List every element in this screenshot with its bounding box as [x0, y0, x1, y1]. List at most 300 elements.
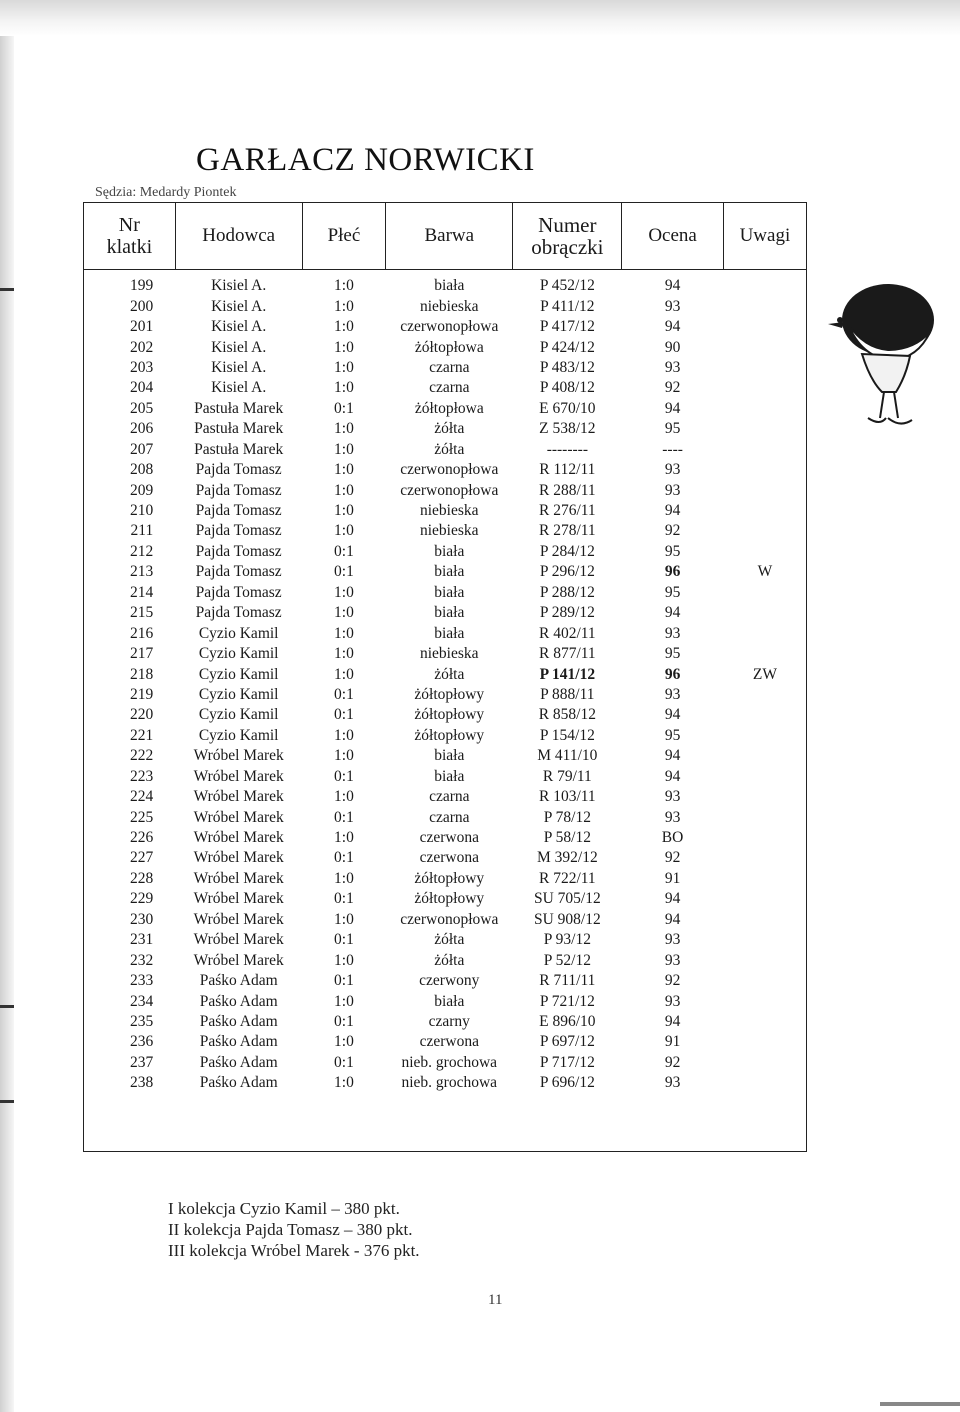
cell-hodowca: Pastuła Marek [194, 399, 284, 417]
cell-hodowca: Cyzio Kamil [198, 706, 279, 724]
cell-hodowca: Kisiel A. [211, 318, 267, 336]
cell-numer: R 877/11 [538, 645, 596, 663]
table-body [84, 270, 807, 1094]
cell-plec: 1:0 [334, 829, 354, 847]
cell-numer: R 402/11 [538, 624, 596, 642]
cell-ocena: 92 [664, 379, 681, 397]
header-barwa: Barwa [386, 203, 513, 270]
cell-uwagi [723, 828, 806, 848]
table-row [84, 399, 807, 419]
cell-ocena: 94 [664, 890, 681, 908]
cell-ocena: 93 [664, 358, 681, 376]
cell-barwa: czerwonopłowa [400, 910, 499, 928]
header-uwagi: Uwagi [723, 203, 806, 270]
table-row [84, 910, 807, 930]
cell-ocena: 94 [664, 502, 681, 520]
cell-hodowca: Pastuła Marek [194, 440, 284, 458]
cell-hodowca: Paśko Adam [199, 1074, 278, 1092]
cell-plec: 0:1 [334, 399, 354, 417]
cell-hodowca: Paśko Adam [199, 1053, 278, 1071]
cell-barwa: nieb. grochowa [401, 1074, 498, 1092]
table-row [84, 726, 807, 746]
cell-hodowca: Pajda Tomasz [195, 563, 282, 581]
cell-hodowca: Wróbel Marek [193, 910, 284, 928]
cell-numer: P 52/12 [543, 951, 591, 969]
cell-plec: 0:1 [334, 1053, 354, 1071]
cell-uwagi [723, 583, 806, 603]
collection-line-2: II kolekcja Pajda Tomasz – 380 pkt. [168, 1220, 413, 1239]
cell-numer: P 452/12 [539, 277, 595, 295]
cell-nr: 238 [129, 1074, 154, 1092]
cell-uwagi [723, 521, 806, 541]
cell-plec: 0:1 [334, 972, 354, 990]
page-title: GARŁACZ NORWICKI [196, 142, 535, 178]
cell-numer: P 411/12 [540, 297, 595, 315]
cell-barwa: żółta [434, 665, 465, 683]
cell-plec: 1:0 [334, 502, 354, 520]
cell-ocena: 95 [664, 420, 681, 438]
table-row [84, 270, 807, 297]
cell-ocena: 95 [664, 645, 681, 663]
cell-hodowca: Cyzio Kamil [198, 685, 279, 703]
cell-numer: P 289/12 [539, 604, 595, 622]
table-row [84, 358, 807, 378]
cell-numer: P 424/12 [539, 338, 595, 356]
cell-ocena: 93 [664, 685, 681, 703]
cell-ocena: 93 [664, 1074, 681, 1092]
cell-plec: 0:1 [334, 1012, 354, 1030]
table-row [84, 767, 807, 787]
table-row [84, 1032, 807, 1052]
cell-nr: 214 [129, 583, 154, 601]
cell-plec: 1:0 [334, 461, 354, 479]
cell-ocena: 94 [664, 399, 681, 417]
cell-ocena: 93 [664, 951, 681, 969]
cell-barwa: czerwonopłowa [400, 481, 499, 499]
cell-barwa: biała [434, 624, 465, 642]
cell-uwagi [723, 685, 806, 705]
cell-hodowca: Wróbel Marek [193, 890, 284, 908]
table-row [84, 460, 807, 480]
cell-barwa: żółta [434, 931, 465, 949]
cell-numer: P 483/12 [539, 358, 595, 376]
cell-nr: 219 [129, 685, 154, 703]
cell-hodowca: Pajda Tomasz [195, 461, 282, 479]
cell-hodowca: Pajda Tomasz [195, 522, 282, 540]
cell-plec: 1:0 [334, 992, 354, 1010]
cell-nr: 205 [129, 399, 154, 417]
cell-ocena: 95 [664, 726, 681, 744]
table-header-row [84, 203, 807, 270]
binder-mark [0, 288, 14, 291]
cell-plec: 1:0 [334, 604, 354, 622]
cell-plec: 1:0 [334, 665, 354, 683]
table-row [84, 419, 807, 439]
cell-uwagi [723, 501, 806, 521]
cell-ocena: 94 [664, 604, 681, 622]
cell-hodowca: Pajda Tomasz [195, 542, 282, 560]
cell-ocena: 93 [664, 461, 681, 479]
scan-edge-left [0, 36, 14, 1412]
cell-barwa: czarny [428, 1012, 470, 1030]
cell-nr: 203 [129, 358, 154, 376]
cell-nr: 229 [129, 890, 154, 908]
cell-numer: R 278/11 [538, 522, 596, 540]
cell-plec: 1:0 [334, 869, 354, 887]
cell-ocena: 92 [664, 849, 681, 867]
cell-numer: R 276/11 [538, 502, 596, 520]
table-row [84, 501, 807, 521]
cell-nr: 226 [129, 829, 154, 847]
cell-ocena: 93 [664, 297, 681, 315]
pouter-pigeon-icon [822, 280, 950, 440]
table-row [84, 562, 807, 582]
cell-uwagi [723, 1012, 806, 1032]
cell-nr: 236 [129, 1033, 154, 1051]
cell-numer: R 711/11 [539, 972, 596, 990]
cell-nr: 223 [129, 767, 154, 785]
cell-ocena: 94 [664, 318, 681, 336]
cell-hodowca: Cyzio Kamil [198, 645, 279, 663]
cell-barwa: żółtopłowy [414, 726, 485, 744]
cell-numer: E 670/10 [539, 399, 596, 417]
cell-nr: 213 [129, 563, 154, 581]
table-row [84, 869, 807, 889]
table-row [84, 603, 807, 623]
cell-plec: 1:0 [334, 358, 354, 376]
cell-plec: 1:0 [334, 951, 354, 969]
cell-ocena: 94 [664, 1012, 681, 1030]
cell-numer: SU 705/12 [533, 890, 601, 908]
cell-ocena: 91 [664, 1033, 681, 1051]
cell-uwagi [723, 317, 806, 337]
cell-nr: 235 [129, 1012, 154, 1030]
cell-ocena: 92 [664, 1053, 681, 1071]
table-row [84, 705, 807, 725]
cell-ocena: 95 [664, 583, 681, 601]
table-row [84, 644, 807, 664]
cell-uwagi [723, 603, 806, 623]
cell-nr: 202 [129, 338, 154, 356]
cell-nr: 233 [129, 972, 154, 990]
table-row [84, 623, 807, 643]
cell-numer: R 858/12 [538, 706, 596, 724]
cell-barwa: biała [434, 542, 465, 560]
cell-hodowca: Kisiel A. [211, 297, 267, 315]
cell-plec: 0:1 [334, 542, 354, 560]
cell-barwa: biała [434, 563, 465, 581]
cell-barwa: czerwony [419, 972, 480, 990]
table-row [84, 828, 807, 848]
cell-barwa: biała [434, 747, 465, 765]
table-row [84, 583, 807, 603]
cell-numer: E 896/10 [539, 1012, 596, 1030]
binder-mark [0, 1005, 14, 1008]
table-row [84, 930, 807, 950]
cell-plec: 0:1 [334, 890, 354, 908]
table-row [84, 542, 807, 562]
cell-barwa: biała [434, 277, 465, 295]
cell-ocena: 94 [664, 747, 681, 765]
cell-numer: R 79/11 [542, 767, 592, 785]
cell-barwa: czarna [429, 808, 470, 826]
table-row [84, 807, 807, 827]
cell-numer: M 392/12 [536, 849, 598, 867]
cell-hodowca: Wróbel Marek [193, 849, 284, 867]
cell-numer: P 888/11 [540, 685, 595, 703]
cell-nr: 217 [129, 645, 154, 663]
table-row [84, 950, 807, 970]
cell-uwagi [723, 399, 806, 419]
cell-barwa: niebieska [420, 502, 479, 520]
cell-uwagi [723, 270, 806, 297]
cell-plec: 0:1 [334, 563, 354, 581]
cell-nr: 215 [129, 604, 154, 622]
cell-uwagi: ZW [752, 665, 777, 683]
cell-barwa: czerwona [419, 1033, 479, 1051]
cell-plec: 1:0 [334, 297, 354, 315]
table-row [84, 889, 807, 909]
cell-hodowca: Paśko Adam [199, 1033, 278, 1051]
cell-plec: 1:0 [334, 277, 354, 295]
cell-numer: P 154/12 [539, 726, 595, 744]
cell-numer: P 141/12 [539, 665, 596, 683]
cell-nr: 212 [129, 542, 154, 560]
cell-nr: 208 [129, 461, 154, 479]
cell-barwa: żółtopłowa [414, 338, 484, 356]
cell-plec: 1:0 [334, 522, 354, 540]
cell-barwa: czarna [429, 788, 470, 806]
cell-barwa: nieb. grochowa [401, 1053, 498, 1071]
cell-uwagi [723, 1053, 806, 1073]
cell-nr: 211 [130, 522, 154, 540]
cell-plec: 1:0 [334, 440, 354, 458]
cell-hodowca: Kisiel A. [211, 338, 267, 356]
cell-uwagi [723, 869, 806, 889]
cell-numer: P 417/12 [539, 318, 595, 336]
cell-barwa: czarna [429, 358, 470, 376]
cell-hodowca: Wróbel Marek [193, 767, 284, 785]
header-plec: Płeć [302, 203, 386, 270]
cell-numer: R 112/11 [539, 461, 596, 479]
cell-uwagi [723, 910, 806, 930]
cell-nr: 222 [129, 747, 154, 765]
cell-barwa: czerwonopłowa [400, 318, 499, 336]
cell-plec: 0:1 [334, 706, 354, 724]
cell-ocena: 93 [664, 481, 681, 499]
cell-barwa: biała [434, 767, 465, 785]
cell-nr: 231 [129, 931, 154, 949]
cell-ocena: 93 [664, 808, 681, 826]
cell-plec: 1:0 [334, 1074, 354, 1092]
cell-hodowca: Wróbel Marek [193, 931, 284, 949]
scan-edge-top [0, 0, 960, 36]
header-hodowca: Hodowca [175, 203, 302, 270]
table-row [84, 664, 807, 684]
cell-hodowca: Pajda Tomasz [195, 481, 282, 499]
cell-numer: P 93/12 [543, 931, 591, 949]
table-row [84, 1053, 807, 1073]
table-row [84, 337, 807, 357]
cell-plec: 1:0 [334, 481, 354, 499]
cell-plec: 1:0 [334, 645, 354, 663]
cell-hodowca: Pajda Tomasz [195, 604, 282, 622]
cell-numer: P 284/12 [539, 542, 595, 560]
cell-uwagi [723, 807, 806, 827]
cell-hodowca: Cyzio Kamil [198, 624, 279, 642]
cell-barwa: niebieska [420, 297, 479, 315]
cell-barwa: żółtopłowy [414, 685, 485, 703]
cell-nr: 201 [129, 318, 154, 336]
cell-nr: 210 [129, 502, 154, 520]
table-row [84, 1073, 807, 1093]
cell-plec: 1:0 [334, 788, 354, 806]
cell-uwagi [723, 623, 806, 643]
cell-nr: 227 [129, 849, 154, 867]
table-row [84, 971, 807, 991]
cell-nr: 232 [129, 951, 154, 969]
cell-numer: R 103/11 [538, 788, 596, 806]
cell-uwagi [723, 726, 806, 746]
cell-uwagi [723, 296, 806, 316]
header-ocena: Ocena [622, 203, 724, 270]
cell-numer: P 696/12 [539, 1074, 595, 1092]
cell-numer: Z 538/12 [539, 420, 596, 438]
cell-uwagi [723, 991, 806, 1011]
cell-ocena: 92 [664, 522, 681, 540]
binder-mark [0, 1100, 14, 1103]
collection-line-3: III kolekcja Wróbel Marek - 376 pkt. [168, 1241, 420, 1260]
cell-barwa: czerwonopłowa [400, 461, 499, 479]
cell-ocena: 94 [664, 706, 681, 724]
cell-hodowca: Wróbel Marek [193, 808, 284, 826]
cell-plec: 1:0 [334, 1033, 354, 1051]
cell-barwa: czarna [429, 379, 470, 397]
cell-plec: 1:0 [334, 624, 354, 642]
cell-ocena: 94 [664, 767, 681, 785]
cell-uwagi [723, 480, 806, 500]
cell-ocena: 93 [664, 992, 681, 1010]
cell-nr: 207 [129, 440, 154, 458]
cell-barwa: żółta [434, 440, 465, 458]
cell-numer: -------- [546, 440, 588, 458]
cell-nr: 224 [129, 788, 154, 806]
cell-ocena: 93 [664, 624, 681, 642]
cell-numer: R 288/11 [538, 481, 596, 499]
cell-hodowca: Wróbel Marek [193, 788, 284, 806]
cell-hodowca: Wróbel Marek [193, 829, 284, 847]
results-table [83, 202, 807, 1094]
collection-line-1: I kolekcja Cyzio Kamil – 380 pkt. [168, 1199, 400, 1218]
cell-uwagi [723, 1073, 806, 1093]
cell-uwagi [723, 767, 806, 787]
cell-ocena: 96 [664, 665, 681, 683]
table-row [84, 296, 807, 316]
cell-uwagi [723, 419, 806, 439]
cell-ocena: 94 [664, 277, 681, 295]
page-number: 11 [488, 1292, 503, 1308]
table-row [84, 787, 807, 807]
cell-plec: 1:0 [334, 910, 354, 928]
cell-plec: 1:0 [334, 726, 354, 744]
cell-uwagi [723, 542, 806, 562]
cell-ocena: 90 [664, 338, 681, 356]
cell-hodowca: Paśko Adam [199, 992, 278, 1010]
cell-barwa: żółtopłowy [414, 869, 485, 887]
cell-barwa: żółtopłowy [414, 706, 485, 724]
header-numer: Numer obrączki [513, 203, 622, 270]
cell-plec: 0:1 [334, 931, 354, 949]
cell-hodowca: Kisiel A. [211, 277, 267, 295]
cell-uwagi [723, 971, 806, 991]
cell-uwagi [723, 358, 806, 378]
cell-uwagi [723, 705, 806, 725]
cell-nr: 199 [129, 277, 154, 295]
table-row [84, 521, 807, 541]
cell-numer: R 722/11 [538, 869, 596, 887]
cell-ocena: 91 [664, 869, 681, 887]
cell-nr: 220 [129, 706, 154, 724]
cell-hodowca: Cyzio Kamil [198, 726, 279, 744]
cell-nr: 225 [129, 808, 154, 826]
cell-uwagi [723, 950, 806, 970]
table-row [84, 480, 807, 500]
table-row [84, 317, 807, 337]
cell-barwa: niebieska [420, 522, 479, 540]
cell-barwa: niebieska [420, 645, 479, 663]
cell-barwa: biała [434, 583, 465, 601]
cell-numer: P 78/12 [543, 808, 591, 826]
cell-ocena: 93 [664, 931, 681, 949]
cell-barwa: żółtopłowa [414, 399, 484, 417]
cell-plec: 1:0 [334, 747, 354, 765]
cell-plec: 1:0 [334, 583, 354, 601]
cell-hodowca: Wróbel Marek [193, 951, 284, 969]
cell-uwagi [723, 378, 806, 398]
header-nr: Nr klatki [84, 203, 176, 270]
table-row [84, 746, 807, 766]
cell-nr: 200 [129, 297, 154, 315]
cell-hodowca: Wróbel Marek [193, 869, 284, 887]
cell-nr: 216 [129, 624, 154, 642]
cell-hodowca: Kisiel A. [211, 358, 267, 376]
cell-numer: P 717/12 [539, 1053, 595, 1071]
cell-uwagi [723, 889, 806, 909]
collection-results [168, 1198, 420, 1261]
cell-nr: 204 [129, 379, 154, 397]
cell-uwagi [723, 440, 806, 460]
cell-plec: 1:0 [334, 318, 354, 336]
cell-plec: 0:1 [334, 849, 354, 867]
cell-nr: 234 [129, 992, 154, 1010]
cell-nr: 237 [129, 1053, 154, 1071]
cell-plec: 0:1 [334, 685, 354, 703]
cell-ocena: 96 [664, 563, 681, 581]
cell-hodowca: Pajda Tomasz [195, 502, 282, 520]
cell-uwagi [723, 848, 806, 868]
cell-uwagi [723, 644, 806, 664]
cell-numer: M 411/10 [537, 747, 598, 765]
cell-hodowca: Wróbel Marek [193, 747, 284, 765]
cell-uwagi [723, 460, 806, 480]
cell-uwagi: W [757, 563, 773, 581]
table-row [84, 991, 807, 1011]
cell-ocena: 94 [664, 910, 681, 928]
cell-nr: 209 [129, 481, 154, 499]
table-row [84, 440, 807, 460]
cell-barwa: żółta [434, 420, 465, 438]
cell-uwagi [723, 746, 806, 766]
